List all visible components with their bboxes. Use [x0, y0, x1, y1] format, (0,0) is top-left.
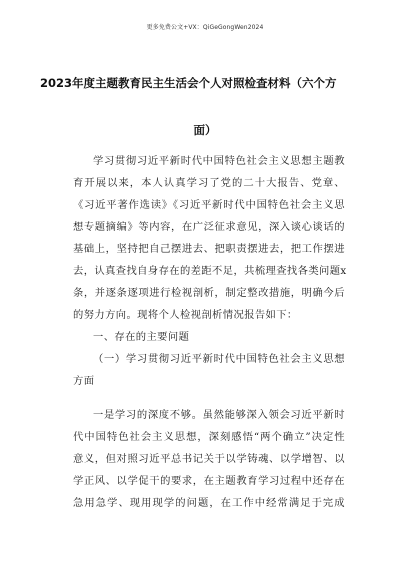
document-title-line-1: 2023年度主题教育民主生活会个人对照检查材料（六个方: [40, 76, 337, 90]
paragraph-1-line-5: 基础上，坚持把自己摆进去、把职责摆进去，把工作摆进: [73, 243, 345, 255]
subsection-heading-1-line-1: （一）学习贯彻习近平新时代中国特色社会主义思想: [93, 353, 345, 365]
paragraph-2-line-3: 意义，但对照习近平总书记关于以学铸魂、以学增智、以: [73, 453, 345, 465]
header-note: 更多免费公文+VX：QiGeGongWen2024: [146, 24, 264, 31]
section-heading-1: 一、存在的主要问题: [93, 331, 190, 343]
paragraph-1-line-2: 育开展以来，本人认真学习了党的二十大报告、党章、: [73, 177, 345, 189]
paragraph-2-line-4: 学正风、以学促干的要求，在主题教育学习过程中还存在: [73, 475, 345, 487]
document-title-line-2: 面）: [193, 123, 217, 137]
subsection-heading-1-line-2: 方面: [73, 375, 95, 387]
paragraph-2-line-1: 一是学习的深度不够。虽然能够深入领会习近平新时: [93, 409, 345, 421]
paragraph-2-line-5: 急用急学、现用现学的问题，在工作中经常满足于完成: [73, 497, 345, 509]
paragraph-1-line-4: 想专题摘编》等内容，在广泛征求意见，深入谈心谈话的: [73, 221, 345, 233]
paragraph-1-line-3: 《习近平著作选读》《习近平新时代中国特色社会主义思: [73, 199, 345, 211]
paragraph-1-line-1: 学习贯彻习近平新时代中国特色社会主义思想主题教: [93, 155, 345, 167]
paragraph-2-line-2: 代中国特色社会主义思想，深刻感悟“两个确立”决定性: [73, 431, 345, 443]
paragraph-1-line-7: 条，并逐条逐项进行检视剖析，制定整改措施，明确今后: [73, 287, 345, 299]
paragraph-1-line-6: 去，认真查找自身存在的差距不足，共梳理查找各类问题x: [73, 265, 347, 277]
paragraph-1-line-8: 的努力方向。现将个人检视剖析情况报告如下：: [73, 309, 298, 321]
